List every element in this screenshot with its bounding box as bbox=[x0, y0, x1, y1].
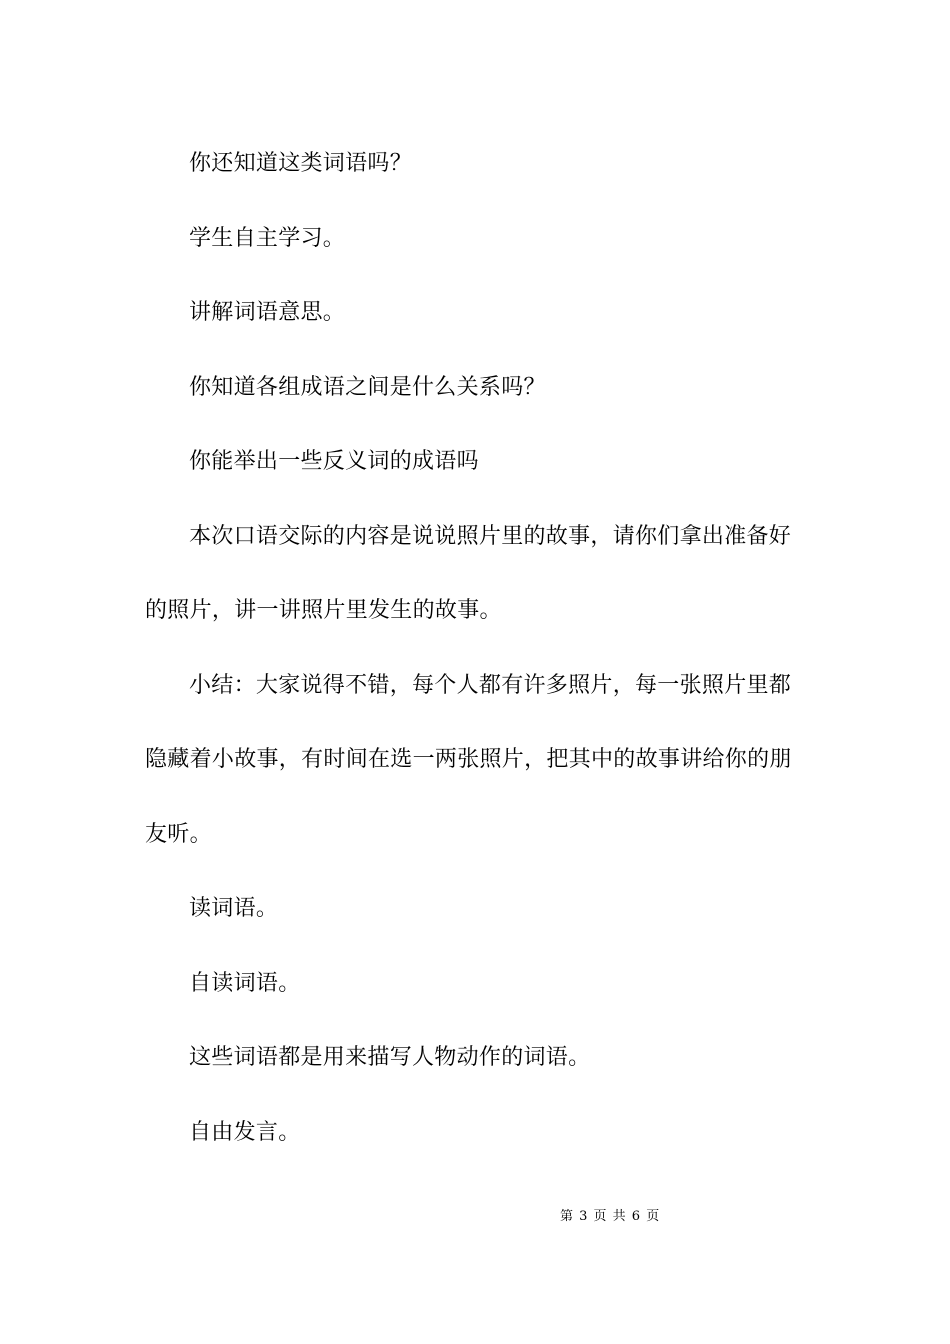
paragraph: 自读词语。 bbox=[189, 970, 301, 996]
paragraph: 你知道各组成语之间是什么关系吗？ bbox=[189, 374, 546, 400]
paragraph: 你还知道这类词语吗？ bbox=[189, 151, 413, 176]
paragraph: 这些词语都是用来描写人物动作的词语。 bbox=[189, 1045, 591, 1070]
paragraph: 小结：大家说得不错，每个人都有许多照片，每一张照片里都隐藏着小故事，有时间在选一两张照片，把其中的故事讲给你的朋友听。 bbox=[145, 672, 792, 847]
paragraph: 讲解词语意思。 bbox=[189, 300, 346, 325]
paragraph: 本次口语交际的内容是说说照片里的故事，请你们拿出准备好的照片，讲一讲照片里发生的故事。 bbox=[145, 523, 792, 623]
paragraph: 读词语。 bbox=[189, 896, 279, 921]
paragraph: 你能举出一些反义词的成语吗 bbox=[189, 449, 479, 474]
paragraph: 学生自主学习。 bbox=[189, 225, 346, 251]
paragraph: 自由发言。 bbox=[189, 1119, 301, 1145]
document-body bbox=[145, 127, 810, 1170]
page-number-footer: 第 3 页 共 6 页 bbox=[560, 1209, 661, 1224]
